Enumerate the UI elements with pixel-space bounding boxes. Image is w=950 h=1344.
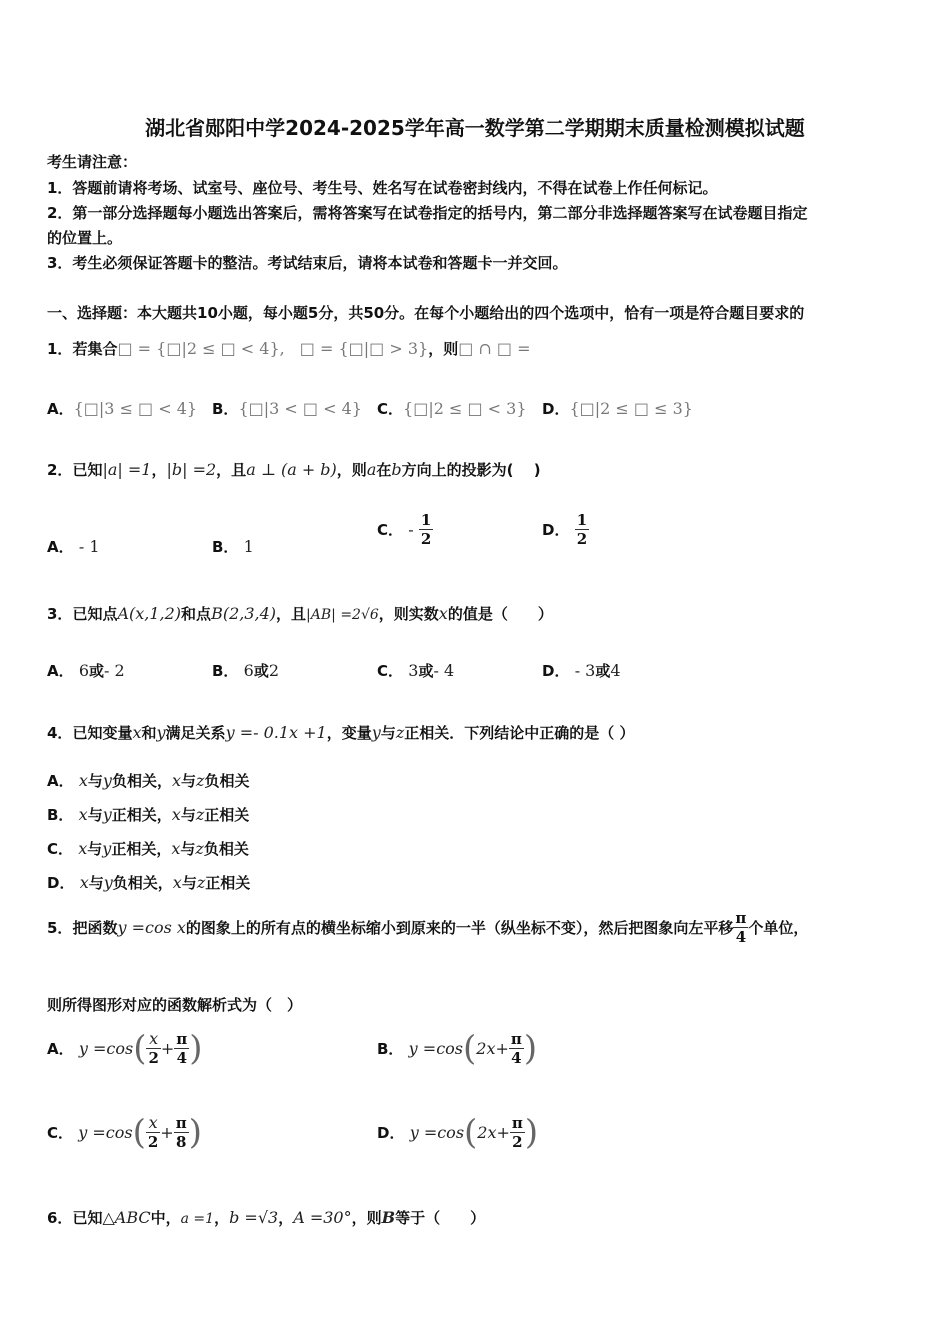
q4-option-c[interactable]: C． x与y正相关，x与z负相关: [47, 839, 249, 858]
q2-option-d[interactable]: D． $\frac{1}{2}$: [542, 511, 588, 548]
q2-option-a[interactable]: A． - 1: [47, 537, 100, 556]
q1-option-c[interactable]: C．{□|2 ≤ □ < 3}: [377, 399, 527, 418]
notice-heading: 考生请注意：: [47, 153, 138, 171]
notice-item-2: 2．第一部分选择题每小题选出答案后，需将答案写在试卷指定的括号内，第二部分非选择题答案写在试卷题目指定: [47, 204, 808, 222]
q3-option-b[interactable]: B． 6或2: [212, 661, 280, 680]
q4-option-b[interactable]: B． x与y正相关，x与z正相关: [47, 805, 250, 824]
q5-option-c[interactable]: C． y =cos( $\frac{x}{2}$ + $\frac{\pi}{8}$ ): [47, 1112, 202, 1153]
q1-option-a[interactable]: A．{□|3 ≤ □ < 4}: [47, 399, 198, 418]
question-6: 6．已知△ABC中，a =1，b =√3，A =30°，则B等于（ ）: [47, 1208, 486, 1227]
q3-option-d[interactable]: D． - 3或4: [542, 661, 621, 680]
q1-option-b[interactable]: B．{□|3 < □ < 4}: [212, 399, 362, 418]
q5-option-b[interactable]: B． y =cos(2x+ $\frac{\pi}{4}$ ): [377, 1028, 538, 1069]
section-heading: 一、选择题：本大题共10小题，每小题5分，共50分。在每个小题给出的四个选项中，恰有一项是符合题目要求的: [47, 304, 805, 322]
page-title: 湖北省郧阳中学2024-2025学年高一数学第二学期期末质量检测模拟试题: [145, 116, 805, 140]
q2-option-c[interactable]: C． - $\frac{1}{2}$: [377, 511, 432, 548]
q3-option-a[interactable]: A． 6或- 2: [47, 661, 125, 680]
question-4: 4．已知变量x和y满足关系y =- 0.1x +1，变量y与z正相关．下列结论中正确的是（ ）: [47, 723, 635, 742]
q4-option-d[interactable]: D． x与y负相关，x与z正相关: [47, 873, 251, 892]
notice-item-2-cont: 的位置上。: [47, 229, 123, 247]
question-2: 2．已知|a| =1，|b| =2，且a ⊥ (a + b)，则a在b方向上的投影为( ): [47, 460, 541, 479]
q1-option-d[interactable]: D．{□|2 ≤ □ ≤ 3}: [542, 399, 693, 418]
q3-option-c[interactable]: C． 3或- 4: [377, 661, 455, 680]
notice-item-1: 1．答题前请将考场、试室号、座位号、考生号、姓名写在试卷密封线内，不得在试卷上作任何标记。: [47, 179, 718, 197]
question-5: 5．把函数y =cos x的图象上的所有点的横坐标缩小到原来的一半（纵坐标不变），然后把图象向左平移 $\frac{\pi}{4}$ 个单位，: [47, 909, 809, 946]
question-5-line2: 则所得图形对应的函数解析式为（ ）: [47, 996, 303, 1014]
question-3: 3．已知点A(x,1,2)和点B(2,3,4)，且|AB| =2√6，则实数x的值是（ ）: [47, 604, 553, 623]
q5-option-a[interactable]: A． y =cos( $\frac{x}{2}$ + $\frac{\pi}{4}$ ): [47, 1028, 203, 1069]
question-1: 1．若集合□ = {□|2 ≤ □ < 4}, □ = {□|□ > 3}，则□ ∩ □ =: [47, 339, 531, 358]
q5-option-d[interactable]: D． y =cos(2x+ $\frac{\pi}{2}$ ): [377, 1112, 539, 1153]
q4-option-a[interactable]: A． x与y负相关，x与z负相关: [47, 771, 250, 790]
q2-option-b[interactable]: B． 1: [212, 537, 254, 556]
notice-item-3: 3．考生必须保证答题卡的整洁。考试结束后，请将本试卷和答题卡一并交回。: [47, 254, 568, 272]
